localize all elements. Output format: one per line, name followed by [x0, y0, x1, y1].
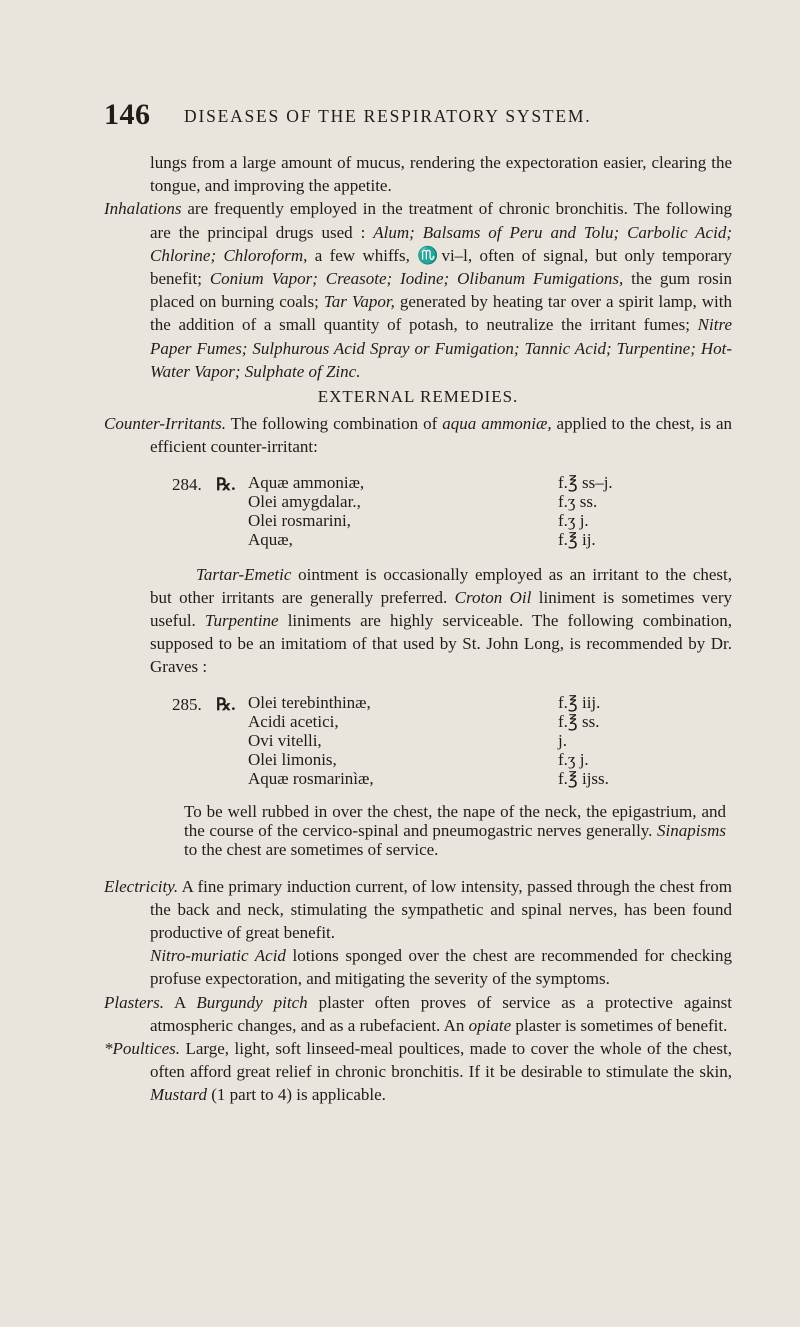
prescription-number: 285. [172, 694, 202, 714]
ingredient: Olei amygdalar., [248, 491, 361, 511]
page-body [104, 151, 732, 1107]
prescription-line [248, 530, 732, 549]
prescription-line [248, 712, 732, 731]
electricity-lead: Electricity. [104, 876, 179, 896]
ingredient: Olei rosmarini, [248, 510, 351, 530]
prescription-line [248, 731, 732, 750]
counter-irritants-text-after: applied to the chest, is an efficient counter-irritant: [150, 414, 733, 457]
tartar-text-3: liniments are highly serviceable. The following combination, supposed to be an imitatiom of that used by St. John Long, is recommended by Dr. Graves : [150, 611, 733, 677]
recipe-symbol: ℞. [216, 474, 236, 494]
page-number: 146 [104, 98, 151, 131]
burgundy-pitch: Burgundy pitch [196, 992, 308, 1012]
prescription-lines [248, 693, 732, 788]
note-text-after: to the chest are sometimes of service. [184, 839, 439, 859]
tartar-text-1: ointment is occasionally employed as an irritant to the chest, but other irritants are generally preferred. [150, 564, 732, 607]
ingredient: Aquæ, [248, 529, 293, 549]
counter-irritants-italic: aqua ammoniæ, [442, 414, 552, 434]
drug-note: the gum rosin placed on burning coals; [150, 269, 732, 312]
electricity-text: A fine primary induction current, of low intensity, passed through the chest from the back and neck, stimulating the sympathetic and spinal nerves, has been found productive of great benefit. [150, 876, 732, 943]
electricity-paragraph [104, 875, 732, 945]
ingredient: Acidi acetici, [248, 711, 339, 731]
prescription-number: 284. [172, 474, 202, 494]
drug-names: Alum; Balsams of Peru and Tolu; Carbolic Acid; Chlorine; Chloroform, [150, 222, 732, 265]
inhalations-lead: Inhalations [104, 199, 182, 219]
continuation-paragraph: lungs from a large amount of mucus, rendering the expectoration easier, clearing the tongue, and improving the appetite. [150, 153, 732, 196]
amount: f.ʒ j. [558, 510, 589, 530]
poultices-lead: *Poultices. [104, 1039, 181, 1059]
nitro-text: lotions sponged over the chest are recommended for checking profuse expectoration, and mitigating the severity of the symptoms. [150, 946, 732, 989]
counter-irritants-text: The following combination of [225, 414, 443, 434]
drug-names: Conium Vapor; Creasote; Iodine; Olibanum Fumigations, [209, 269, 624, 289]
plasters-lead: Plasters. [104, 992, 164, 1012]
prescription-line [248, 693, 732, 712]
drug-note: generated by heating tar over a spirit lamp, with the addition of a small quantity of potash, to neutralize the irritant fumes; [150, 292, 732, 335]
prescription-line [248, 769, 732, 788]
ingredient: Olei limonis, [248, 749, 337, 769]
amount: f.℥ ss–j. [558, 472, 613, 492]
plasters-text-3: plaster is sometimes of benefit. [511, 1015, 728, 1035]
amount: f.℥ ss. [558, 711, 600, 731]
section-heading: EXTERNAL REMEDIES. [317, 387, 519, 407]
nitro-muriatic-paragraph [104, 944, 732, 990]
prescription-line [248, 492, 732, 511]
ingredient: Ovi vitelli, [248, 730, 322, 750]
amount: f.℥ ij. [558, 529, 596, 549]
prescription-note [104, 802, 732, 859]
prescription-line [248, 750, 732, 769]
drug-names: Nitre Paper Fumes; Sulphurous Acid Spray or Fumigation; Tannic Acid; Turpentine; Hot-Water Vapor; Sulphate of Zinc. [150, 315, 732, 381]
turpentine: Turpentine [204, 611, 279, 631]
prescription-284 [172, 473, 732, 549]
counter-irritants-lead: Counter-Irritants. [104, 414, 226, 434]
prescription-lines [248, 473, 732, 549]
tartar-text-2: liniment is sometimes very useful. [150, 587, 732, 631]
plasters-paragraph [104, 991, 732, 1037]
tartar-lead: Tartar-Emetic [196, 564, 292, 584]
prescription-line [248, 473, 732, 492]
drug-note: a few whiffs, ♏vi–l, often of signal, but only temporary benefit; [150, 245, 732, 289]
inhalations-text: are frequently employed in the treatment of chronic bronchitis. The following are the principal drugs used : [150, 199, 732, 242]
poultices-text-1: Large, light, soft linseed-meal poultices, made to cover the whole of the chest, often afford great relief in chronic bronchitis. If it be desirable to stimulate the skin, [150, 1039, 732, 1082]
croton-oil: Croton Oil [454, 587, 532, 607]
inhalations-paragraph [104, 197, 732, 383]
amount: j. [558, 730, 567, 750]
amount: f.ʒ ss. [558, 491, 598, 511]
nitro-lead: Nitro-muriatic Acid [150, 946, 286, 966]
plasters-text-1: A [163, 992, 197, 1012]
amount: f.ʒ j. [558, 749, 589, 769]
tartar-emetic-paragraph [104, 563, 732, 679]
poultices-paragraph [104, 1037, 732, 1107]
recipe-symbol: ℞. [216, 694, 236, 714]
sinapisms: Sinapisms [657, 820, 726, 840]
drug-names: Tar Vapor, [323, 292, 395, 312]
ingredient: Olei terebinthinæ, [248, 692, 371, 712]
prescription-285 [172, 693, 732, 788]
running-head: DISEASES OF THE RESPIRATORY SYSTEM. [184, 106, 592, 126]
ingredient: Aquæ ammoniæ, [248, 472, 365, 492]
poultices-text-2: (1 part to 4) is applicable. [207, 1085, 386, 1105]
counter-irritants-paragraph [104, 412, 732, 458]
opiate: opiate [468, 1015, 512, 1035]
plasters-text-2: plaster often proves of service as a protective against atmospheric changes, and as a rubefacient. An [150, 992, 733, 1035]
ingredient: Aquæ rosmarinìæ, [248, 768, 374, 788]
amount: f.℥ iij. [558, 692, 601, 712]
note-text: To be well rubbed in over the chest, the nape of the neck, the epigastrium, and the course of the cervico-spinal and pneumogastric nerves generally. [184, 801, 726, 840]
spacer [104, 863, 732, 875]
mustard: Mustard [150, 1085, 207, 1105]
amount: f.℥ ijss. [558, 768, 609, 788]
prescription-line [248, 511, 732, 530]
